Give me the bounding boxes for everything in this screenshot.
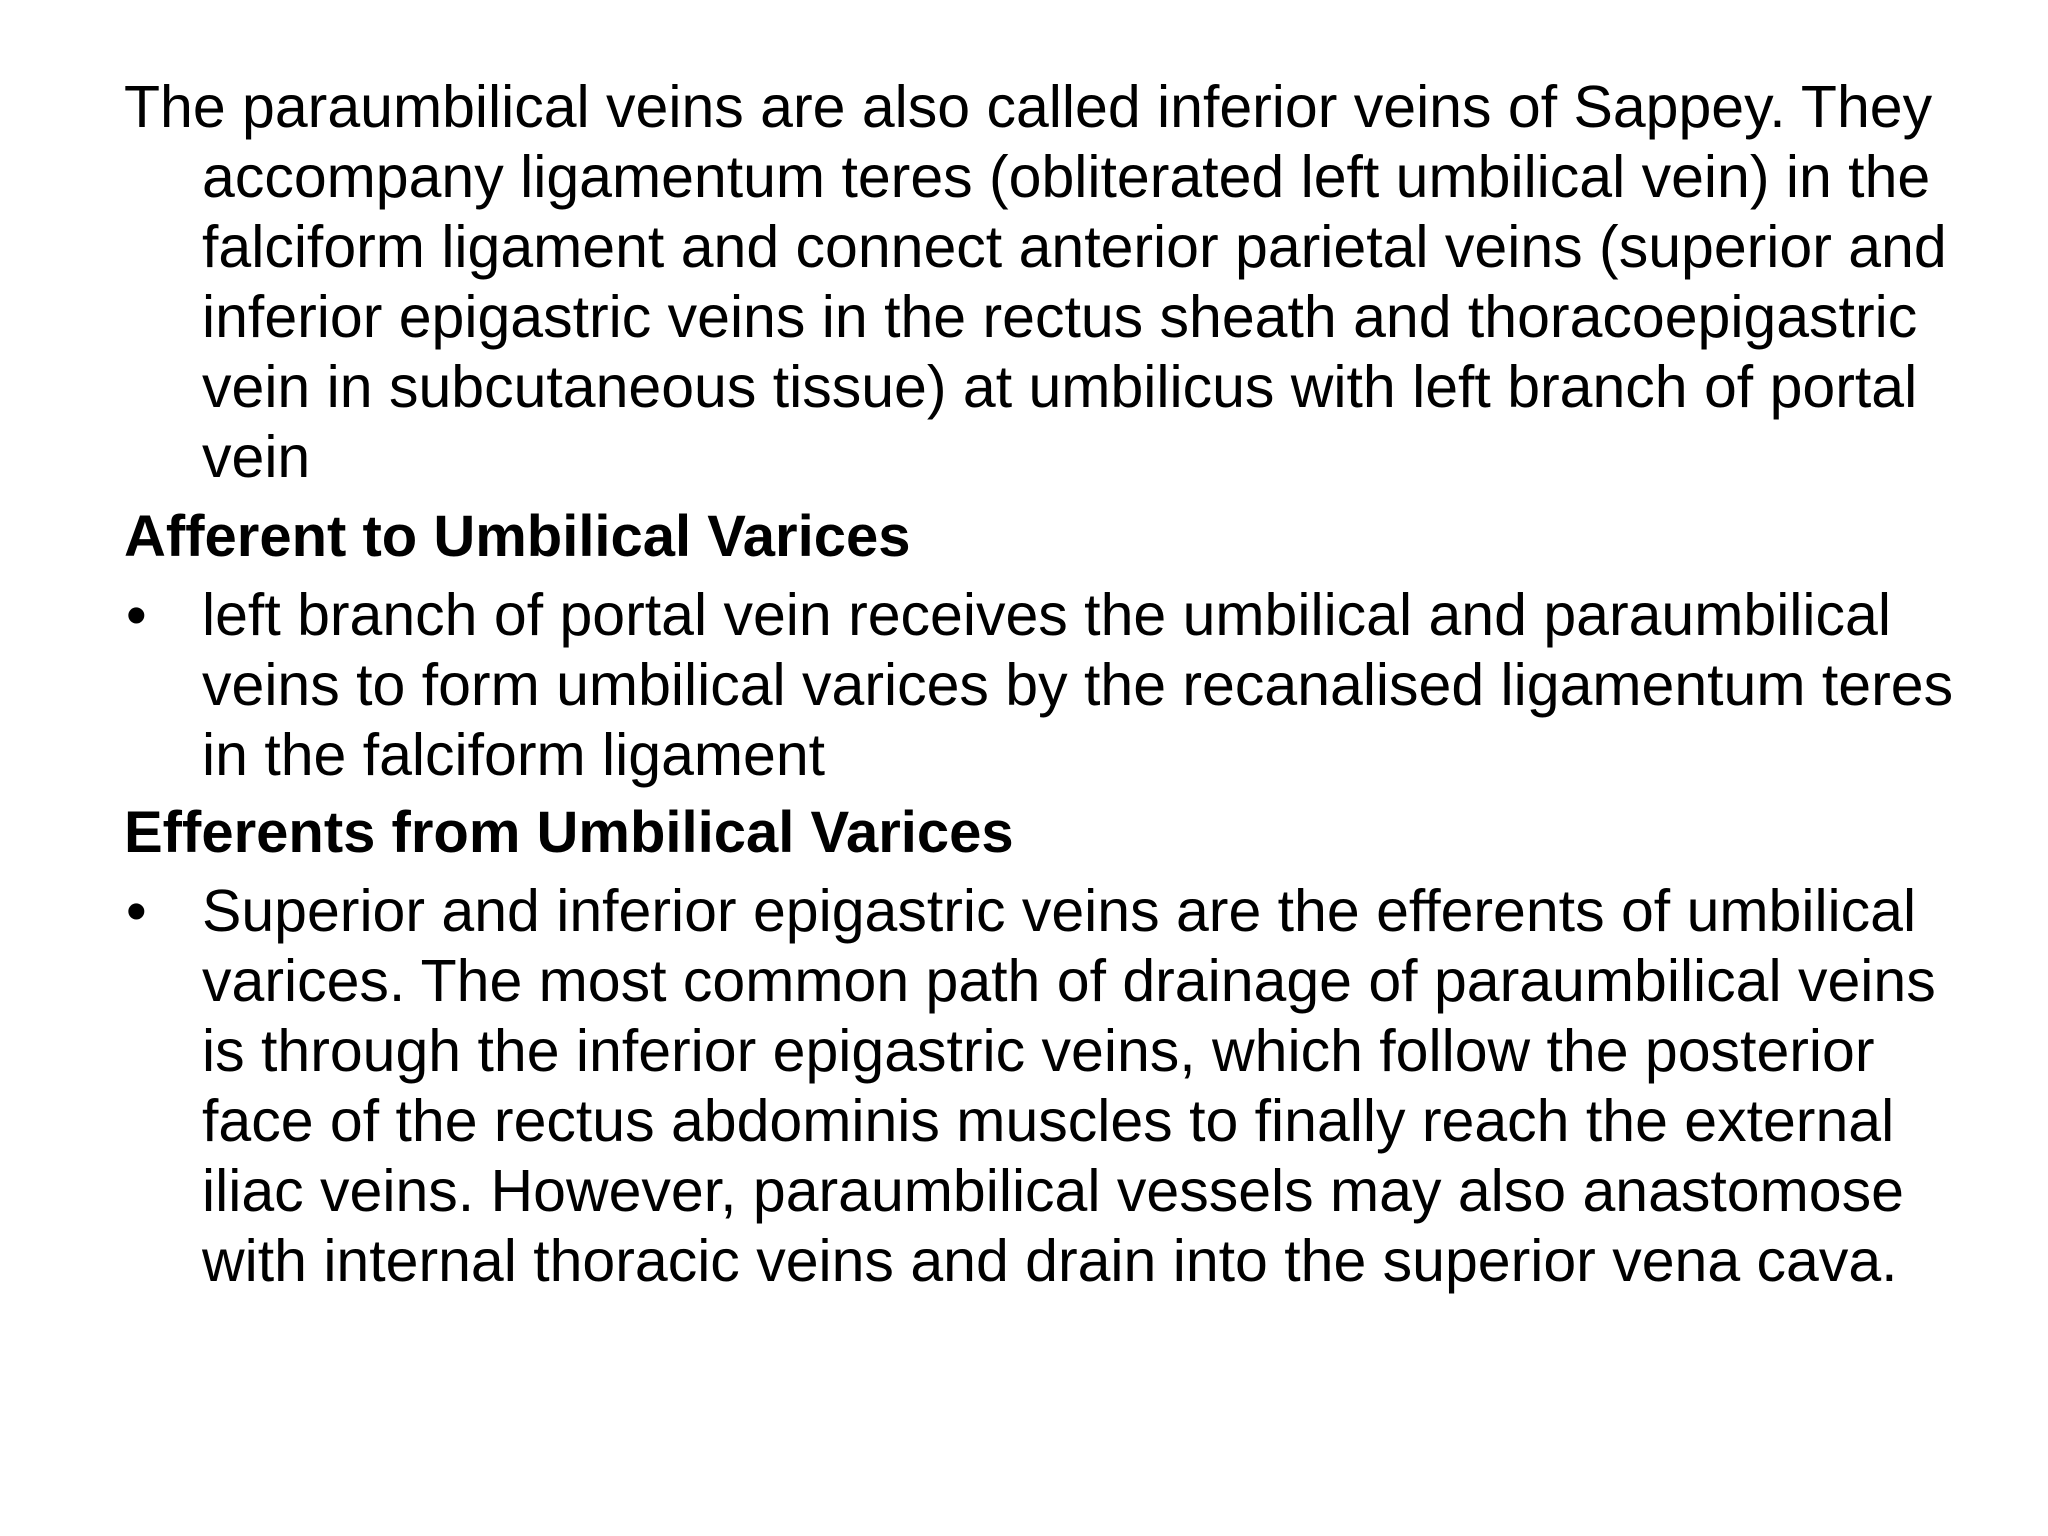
afferent-bullet-item bbox=[124, 580, 1984, 790]
slide-body bbox=[124, 72, 1984, 1304]
bullet-icon: • bbox=[126, 582, 147, 648]
efferent-heading: Efferents from Umbilical Varices bbox=[124, 800, 1014, 865]
efferent-bullet-text: Superior and inferior epigastric veins are the efferents of umbilical varices. The most common path of drainage of paraumbilical veins is through the inferior epigastric veins, which follow the posterior face of the rectus abdominis muscles to finally reach the external iliac veins. However, paraumbilical vessels may also anastomose with internal thoracic veins and drain into the superior vena cava. bbox=[202, 878, 1936, 1294]
afferent-bullet-text: left branch of portal vein receives the umbilical and paraumbilical veins to form umbilical varices by the recanalised ligamentum teres in the falciform ligament bbox=[202, 582, 1954, 788]
afferent-heading: Afferent to Umbilical Varices bbox=[124, 504, 911, 569]
intro-paragraph: The paraumbilical veins are also called inferior veins of Sappey. They accompany ligamentum teres (obliterated left umbilical vein) in the falciform ligament and connect anterior parietal veins (superior and inferior epigastric veins in the rectus sheath and thoracoepigastric vein in subcutaneous tissue) at umbilicus with left branch of portal vein bbox=[124, 74, 1947, 490]
efferent-bullet-item bbox=[124, 876, 1984, 1296]
bullet-icon: • bbox=[126, 878, 147, 944]
